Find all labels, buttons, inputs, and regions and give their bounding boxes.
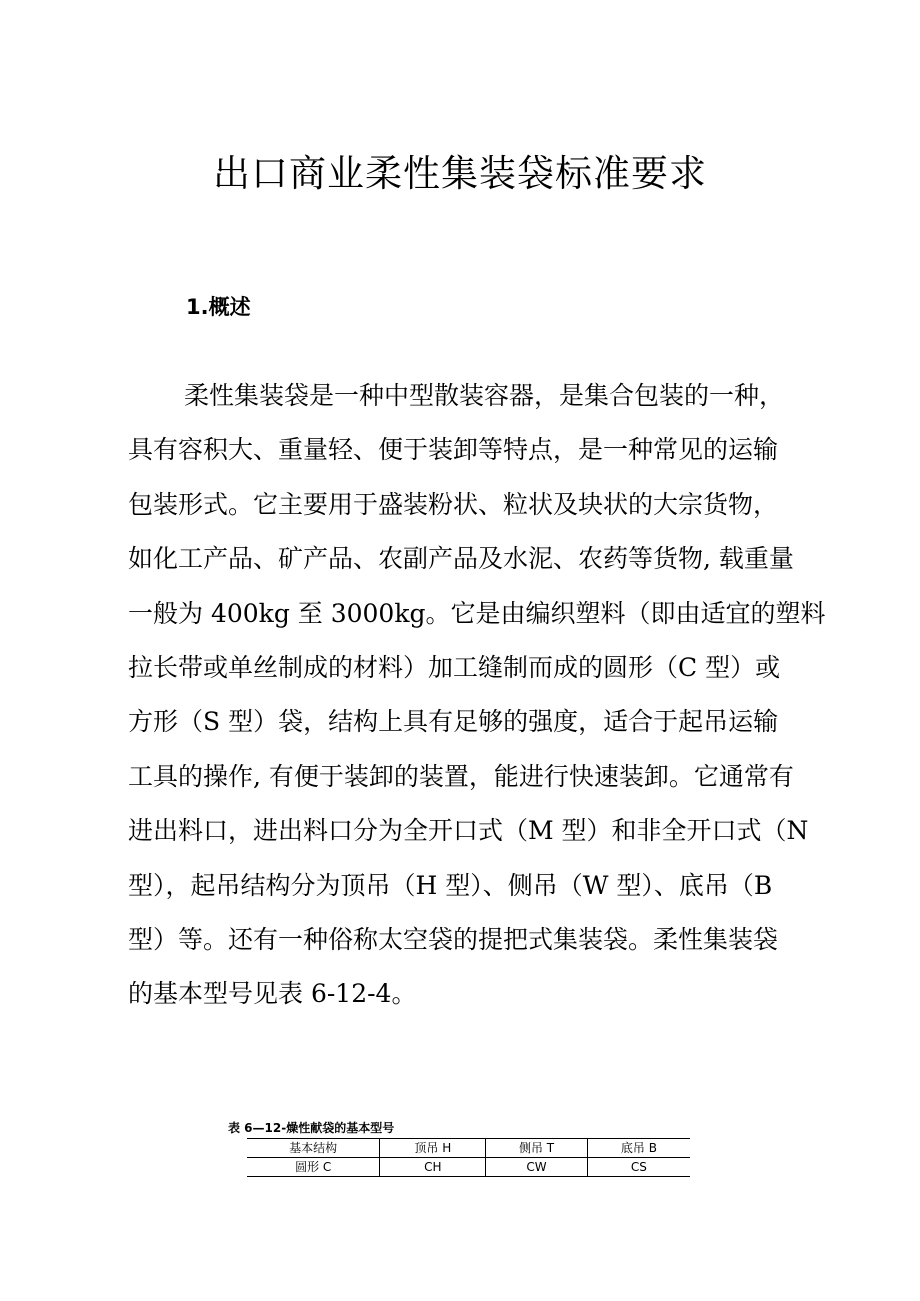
paragraph-line: 的基本型号见表 6-12-4。: [128, 979, 417, 1009]
table-caption: 表 6—12-燥性献袋的基本型号: [228, 1121, 395, 1135]
table-header-row: [247, 1139, 690, 1158]
table-header-cell: 侧吊 T: [486, 1139, 588, 1158]
paragraph-line: 工具的操作, 有便于装卸的装置，能进行快速装卸。它通常有: [128, 761, 794, 791]
table-cell: 圆形 C: [247, 1158, 380, 1177]
paragraph-line: 方形（S 型）袋，结构上具有足够的强度，适合于起吊运输: [128, 707, 779, 737]
table-header-cell: 底吊 B: [587, 1139, 690, 1158]
overview-paragraph: [128, 369, 826, 1022]
table-cell: CH: [380, 1158, 486, 1177]
paragraph-line: 包装形式。它主要用于盛装粉状、粒状及块状的大宗货物，: [128, 489, 779, 519]
paragraph-line: 拉长带或单丝制成的材料）加工缝制而成的圆形（C 型）或: [128, 652, 781, 682]
table-header-cell: 基本结构: [247, 1139, 380, 1158]
table-cell: CW: [486, 1158, 588, 1177]
table-cell: CS: [587, 1158, 690, 1177]
paragraph-line: 柔性集装袋是一种中型散装容器，是集合包装的一种，: [184, 381, 785, 410]
table-header-cell: 顶吊 H: [380, 1139, 486, 1158]
paragraph-line: 如化工产品、矿产品、农副产品及水泥、农药等货物, 载重量: [128, 544, 794, 574]
table-row: [247, 1158, 690, 1177]
section-heading: 1.概述: [186, 295, 251, 319]
paragraph-line: 型）等。还有一种俗称太空袋的提把式集装袋。柔性集装袋: [128, 924, 779, 954]
paragraph-line: 一般为 400kg 至 3000kg。它是由编织塑料（即由适宜的塑料: [128, 598, 826, 628]
paragraph-line: 具有容积大、重量轻、便于装卸等特点，是一种常见的运输: [128, 435, 779, 465]
paragraph-line: 型），起吊结构分为顶吊（H 型）、侧吊（W 型）、底吊（B: [128, 870, 773, 900]
document-title: 出口商业柔性集装袋标准要求: [213, 152, 707, 195]
paragraph-line: 进出料口，进出料口分为全开口式（M 型）和非全开口式（N: [128, 816, 809, 846]
basic-types-table: [247, 1138, 690, 1177]
